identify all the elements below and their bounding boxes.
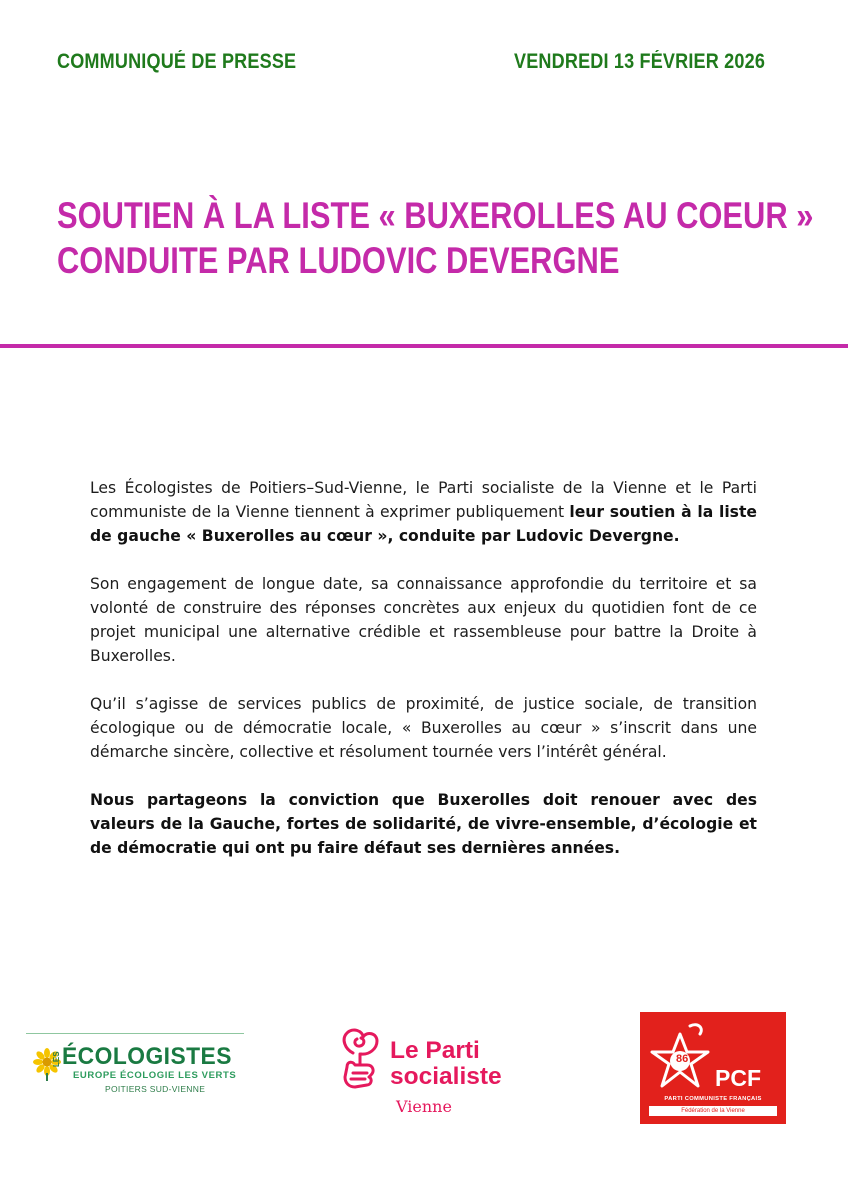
pcf-federation: Fédération de la Vienne	[649, 1106, 777, 1116]
ecologistes-city: POITIERS SUD-VIENNE	[105, 1084, 206, 1094]
fist-rose-icon	[333, 1027, 387, 1095]
pcf-subtitle: PARTI COMMUNISTE FRANÇAIS	[664, 1096, 762, 1102]
press-release-body	[90, 476, 757, 884]
paragraph-2: Son engagement de longue date, sa connaissance approfondie du territoire et sa volonté de construire des réponses concrètes aux enjeux du quotidien font de ce projet municipal une alternative crédible et rassembleuse pour battre la Droite à Buxerolles.	[90, 575, 757, 665]
ps-name-line-2: socialiste	[390, 1063, 502, 1090]
paragraph-4-bold: Nous partageons la conviction que Buxerolles doit renouer avec des valeurs de la Gauche, fortes de solidarité, de vivre-ensemble, d’écologie et de démocratie qui ont pu faire défaut ses dernières années.	[90, 791, 757, 857]
title-line-2: CONDUITE PAR LUDOVIC DEVERGNE	[57, 240, 620, 281]
pcf-name: PCF	[715, 1065, 761, 1091]
ps-name-line-1: Le Parti	[390, 1037, 480, 1064]
ecologistes-subtitle: EUROPE ÉCOLOGIE LES VERTS	[73, 1070, 237, 1081]
paragraph-4	[90, 788, 757, 860]
paragraph-1-text: Les Écologistes de Poitiers–Sud-Vienne, le Parti socialiste de la Vienne et le Parti communiste de la Vienne tiennent à exprimer publiquement	[90, 479, 757, 521]
parti-socialiste-logo	[333, 1027, 523, 1122]
paragraph-1-bold: leur soutien à la liste de gauche « Buxerolles au cœur », conduite par Ludovic Devergne.	[90, 503, 757, 545]
pcf-number: 86	[676, 1053, 689, 1065]
title-line-1: SOUTIEN À LA LISTE « BUXEROLLES AU COEUR »	[57, 195, 814, 236]
ps-region: Vienne	[396, 1097, 452, 1116]
paragraph-1	[90, 476, 757, 548]
ecologistes-les: LES	[52, 1051, 61, 1067]
document-title	[57, 193, 814, 283]
press-release-label: COMMUNIQUÉ DE PRESSE	[57, 50, 297, 73]
paragraph-3: Qu’il s’agisse de services publics de proximité, de justice sociale, de transition écologique ou de démocratie locale, « Buxerolles au cœur » s’inscrit dans une démarche sincère, collective et résolument tournée vers l’intérêt général.	[90, 695, 757, 761]
ecologistes-name: ÉCOLOGISTES	[62, 1043, 232, 1070]
ecologistes-logo	[26, 1033, 246, 1103]
divider-rule	[0, 344, 848, 348]
ps-name	[390, 1038, 502, 1090]
pcf-logo	[640, 1012, 786, 1124]
release-date: VENDREDI 13 FÉVRIER 2026	[514, 50, 766, 73]
logo-top-line	[26, 1033, 244, 1034]
